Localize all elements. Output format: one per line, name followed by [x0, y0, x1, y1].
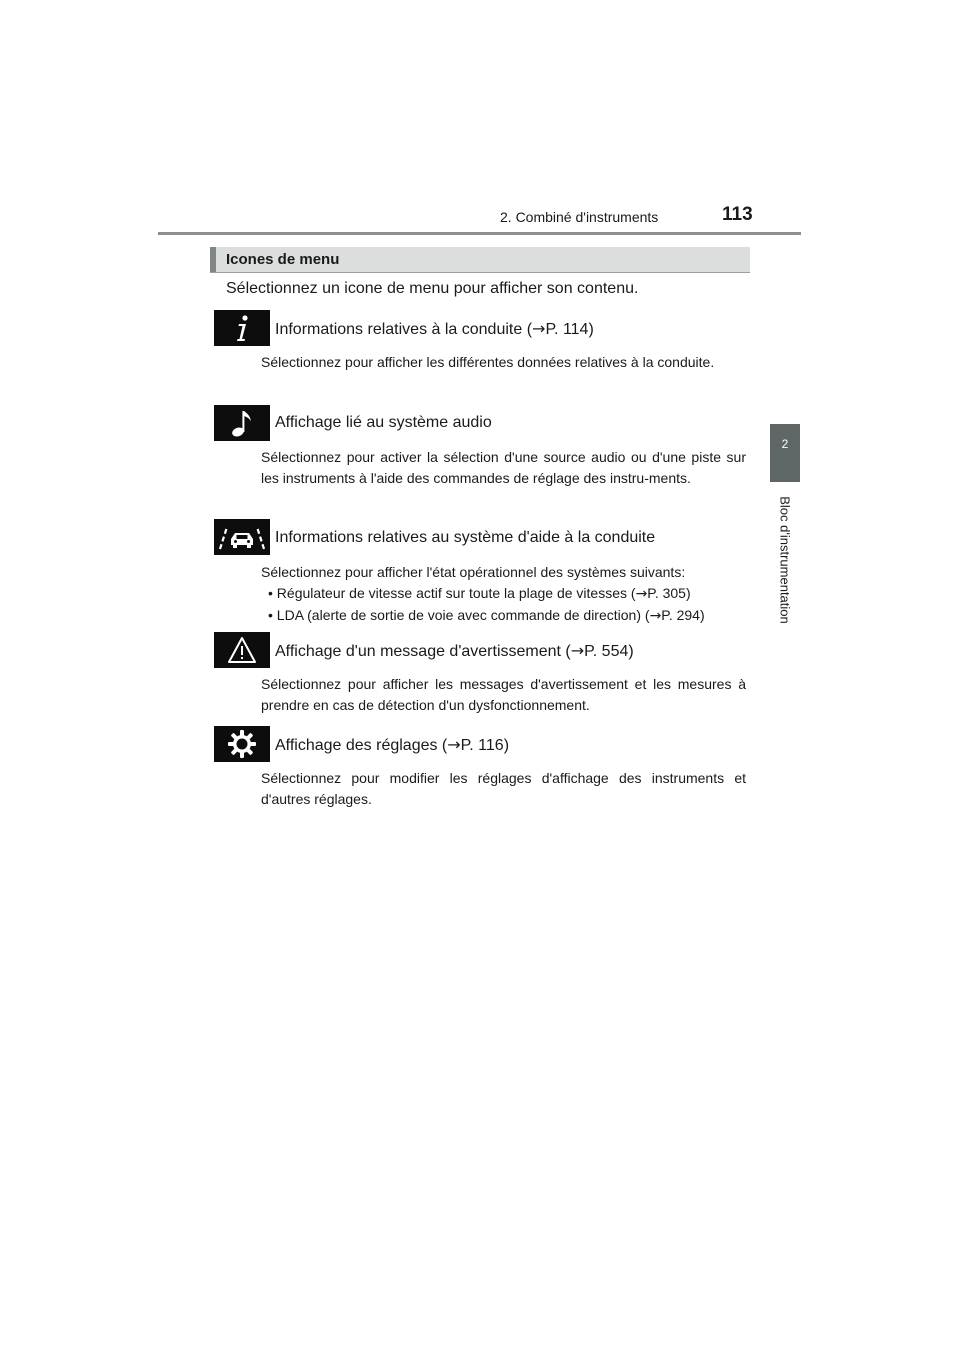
- music-note-icon: [214, 405, 270, 441]
- arrow-icon: →: [532, 319, 546, 338]
- page-ref-link[interactable]: P. 305: [647, 585, 686, 601]
- arrow-icon: →: [570, 641, 585, 660]
- page-number: 113: [722, 204, 753, 225]
- chapter-tab-label: Bloc d'instrumentation: [777, 496, 793, 624]
- list-item: • LDA (alerte de sortie de voie avec commande de direction) (→P. 294): [268, 607, 705, 624]
- arrow-icon: →: [447, 735, 461, 754]
- bullet-list: [268, 583, 748, 627]
- warning-triangle-icon: [214, 632, 270, 668]
- item-title-settings: Affichage des réglages (→P. 116): [275, 735, 510, 754]
- bullet-text: Régulateur de vitesse actif sur toute la plage de vitesses: [276, 585, 627, 601]
- item-title-text: Affichage des réglages: [275, 737, 438, 754]
- section-intro: Sélectionnez un icone de menu pour afficher son contenu.: [226, 280, 639, 297]
- header-divider: [158, 232, 801, 235]
- item-description: Sélectionnez pour afficher les messages d'avertissement et les mesures à prendre en cas de détection d'un dysfonctionnement.: [261, 676, 746, 713]
- chapter-tab: [770, 424, 800, 482]
- page-ref-link[interactable]: P. 554: [584, 643, 629, 660]
- item-title-driving-info: Informations relatives à la conduite (→P. 114): [275, 319, 594, 338]
- item-title-text: Informations relatives à la conduite: [275, 321, 523, 338]
- chapter-title: 2. Combiné d'instruments: [500, 209, 659, 225]
- section-heading-text: Icones de menu: [226, 251, 340, 268]
- page-ref-link[interactable]: P. 116: [460, 737, 504, 754]
- item-description: Sélectionnez pour modifier les réglages d'affichage des instruments et d'autres réglages.: [261, 770, 746, 807]
- bullet-text: LDA (alerte de sortie de voie avec commande de direction): [276, 607, 641, 623]
- list-item: • Régulateur de vitesse actif sur toute la plage de vitesses (→P. 305): [268, 585, 691, 602]
- chapter-tab-number: 2: [781, 437, 789, 451]
- gear-icon: [214, 726, 270, 762]
- driving-assist-icon: [214, 519, 270, 555]
- item-description: Sélectionnez pour activer la sélection d'une source audio ou d'une piste sur les instruments à l'aide des commandes de réglage des instru-ments.: [261, 449, 746, 486]
- page-ref-link[interactable]: P. 114: [545, 321, 589, 338]
- item-description: Sélectionnez pour afficher les différentes données relatives à la conduite.: [261, 354, 715, 370]
- item-title-text: Affichage d'un message d'avertissement: [275, 643, 561, 660]
- item-description: Sélectionnez pour afficher l'état opérationnel des systèmes suivants:: [261, 564, 686, 580]
- item-title-audio: Affichage lié au système audio: [275, 414, 492, 431]
- item-title-warning: Affichage d'un message d'avertissement (→P. 554): [275, 641, 634, 660]
- arrow-icon: →: [649, 608, 662, 624]
- item-title-driving-assist: Informations relatives au système d'aide à la conduite: [275, 529, 656, 546]
- arrow-icon: →: [635, 586, 648, 602]
- section-heading: [210, 247, 750, 273]
- info-icon: [214, 310, 270, 346]
- section-heading-bar: [210, 247, 216, 272]
- page-ref-link[interactable]: P. 294: [661, 607, 700, 623]
